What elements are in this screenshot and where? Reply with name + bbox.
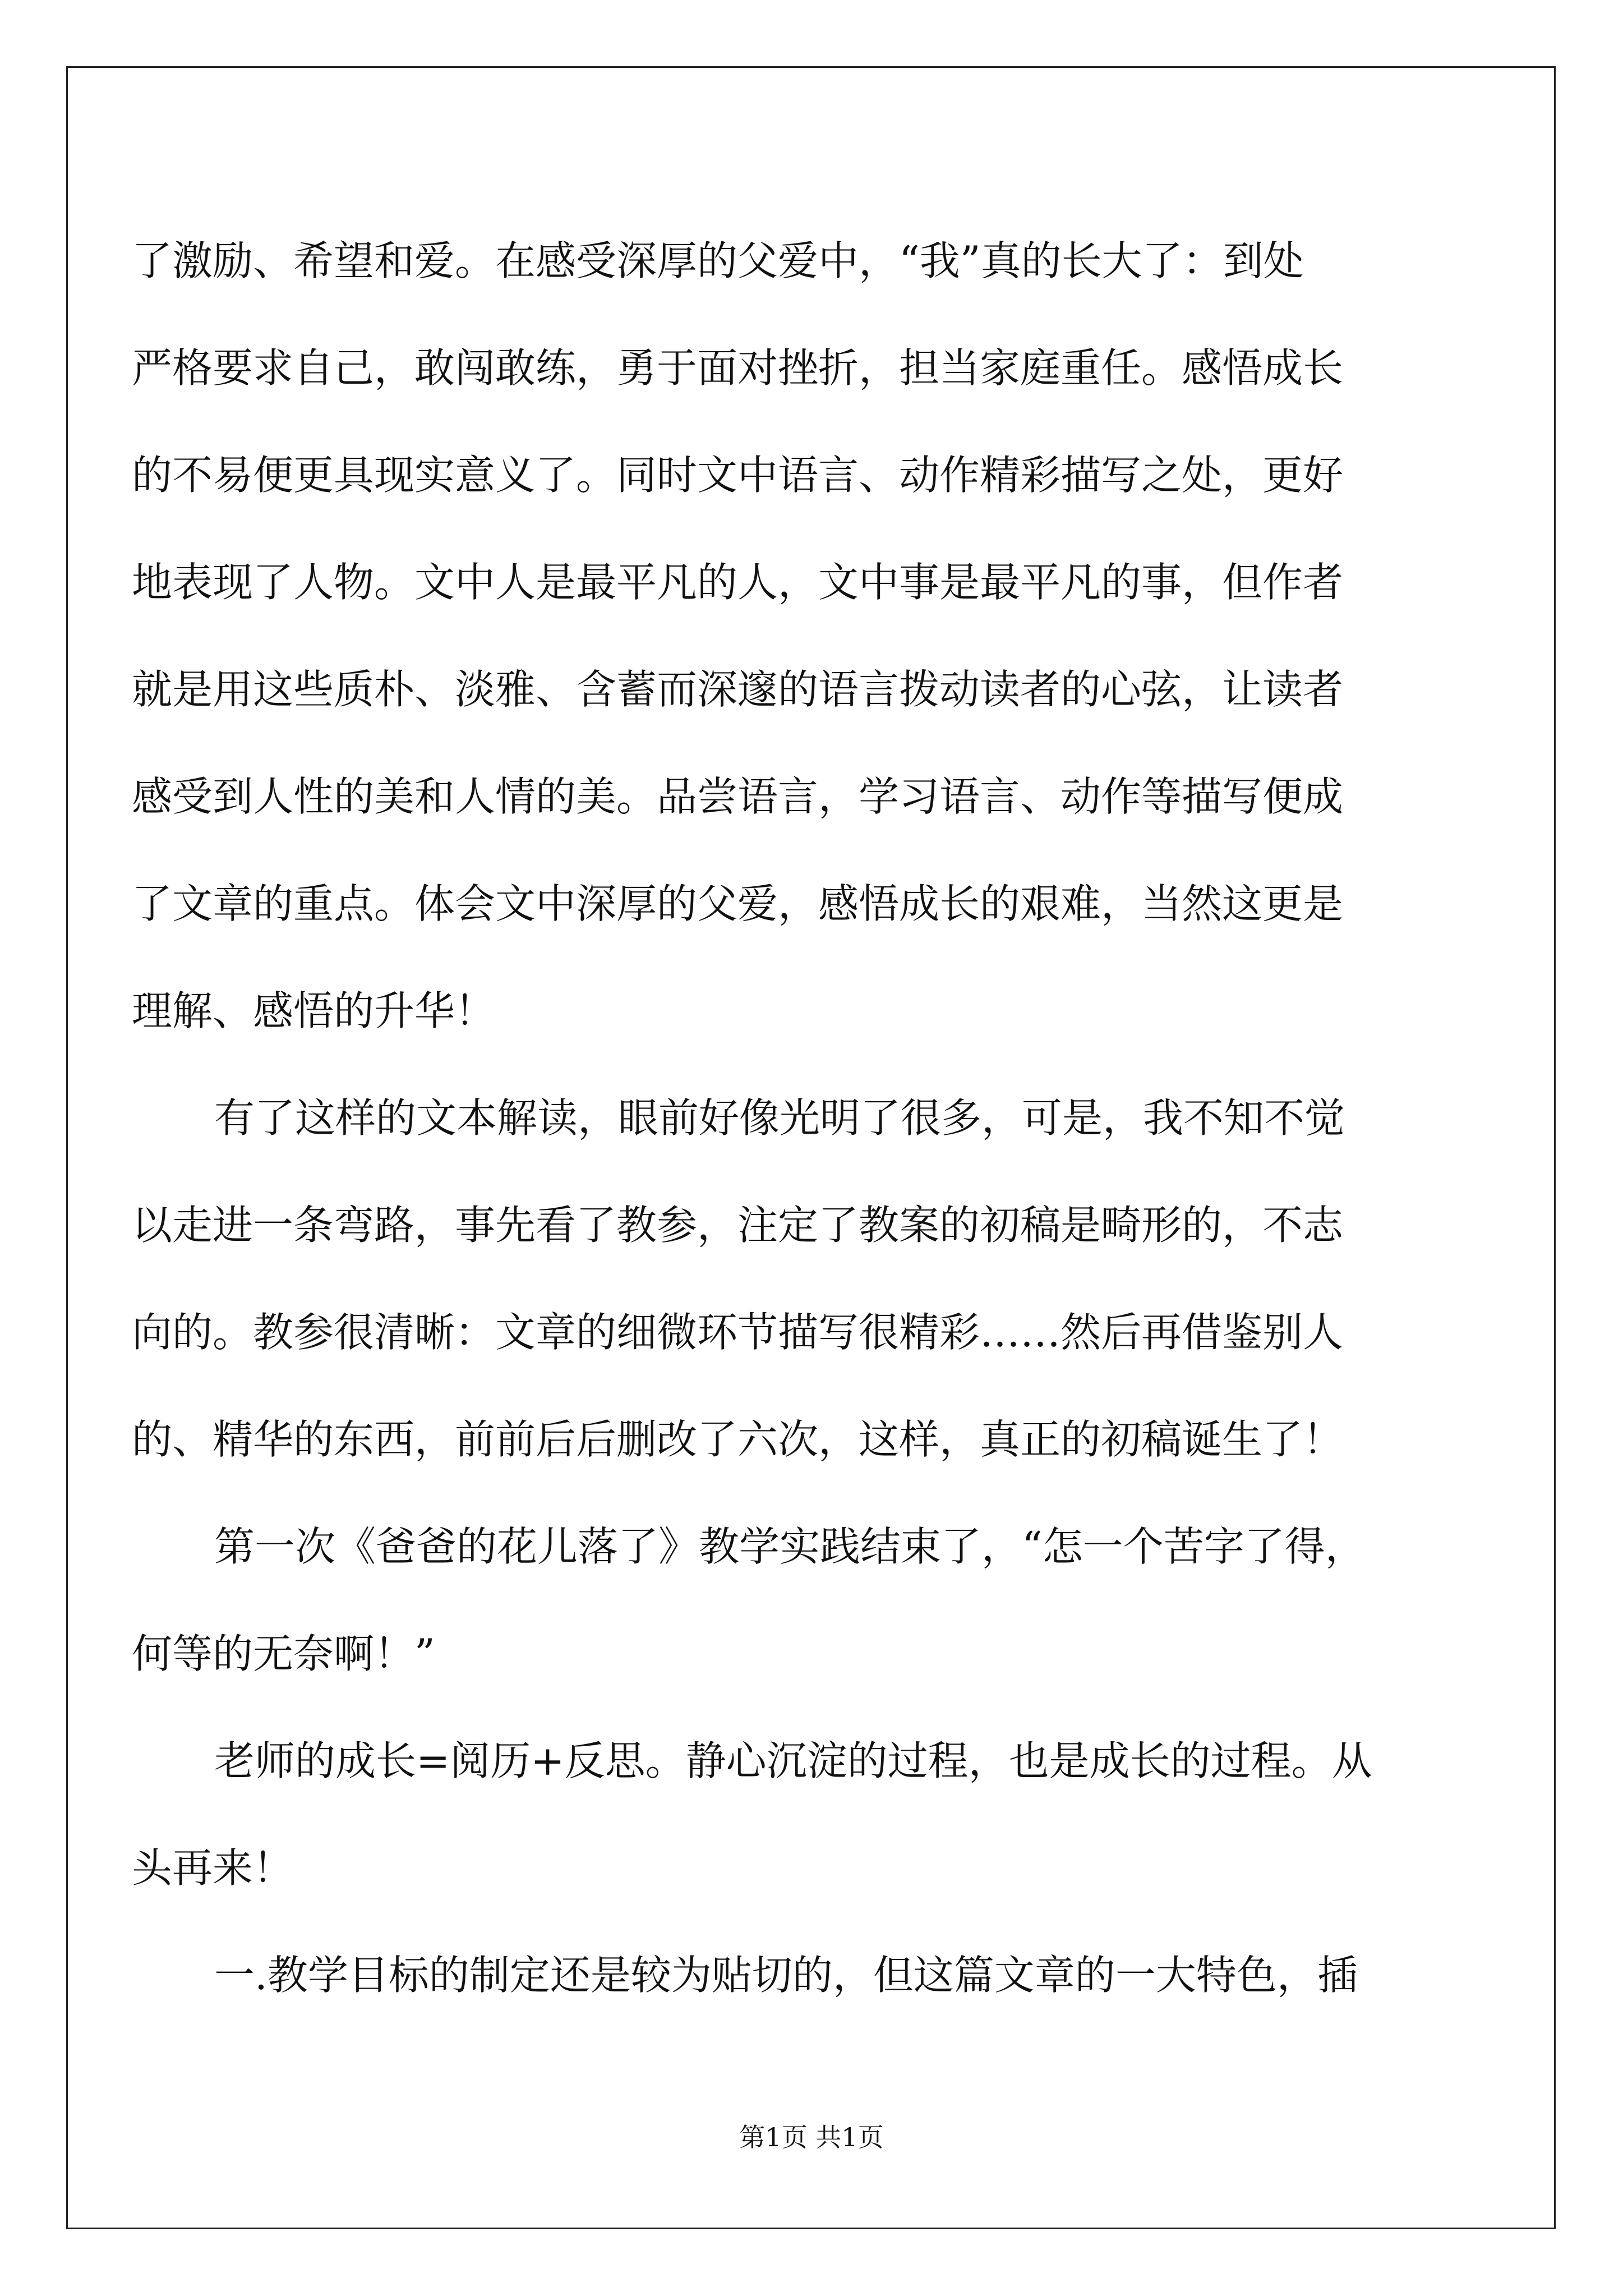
text-line: 了文章的重点。体会文中深厚的父爱，感悟成长的艰难，当然这更是 bbox=[132, 880, 1344, 927]
text-line: 何等的无奈啊！” bbox=[132, 1630, 435, 1677]
text-line: 头再来！ bbox=[132, 1844, 294, 1892]
paragraph-start-line: 一.教学目标的制定还是较为贴切的，但这篇文章的一大特色，插 bbox=[214, 1952, 1358, 1999]
page-footer: 第1页 共1页 bbox=[739, 2122, 884, 2152]
text-line: 了激励、希望和爱。在感受深厚的父爱中，“我”真的长大了：到处 bbox=[132, 237, 1304, 284]
text-line: 的不易便更具现实意义了。同时文中语言、动作精彩描写之处，更好 bbox=[132, 452, 1344, 499]
document-body bbox=[132, 208, 1438, 2029]
text-line: 就是用这些质朴、淡雅、含蓄而深邃的语言拨动读者的心弦，让读者 bbox=[132, 666, 1344, 713]
text-line: 理解、感悟的升华！ bbox=[132, 987, 496, 1034]
text-line: 感受到人性的美和人情的美。品尝语言，学习语言、动作等描写便成 bbox=[132, 773, 1344, 820]
paragraph-start-line: 有了这样的文本解读，眼前好像光明了很多，可是，我不知不觉 bbox=[214, 1094, 1345, 1142]
text-line: 的、精华的东西，前前后后删改了六次，这样，真正的初稿诞生了！ bbox=[132, 1416, 1344, 1463]
text-line: 以走进一条弯路，事先看了教参，注定了教案的初稿是畸形的，不志 bbox=[132, 1202, 1344, 1249]
paragraph-start-line: 第一次《爸爸的花儿落了》教学实践结束了，“怎一个苦字了得， bbox=[214, 1523, 1366, 1570]
paragraph-start-line: 老师的成长=阅历+反思。静心沉淀的过程，也是成长的过程。从 bbox=[214, 1737, 1372, 1784]
text-line: 严格要求自己，敢闯敢练，勇于面对挫折，担当家庭重任。感悟成长 bbox=[132, 344, 1344, 392]
text-line: 向的。教参很清晰：文章的细微环节描写很精彩……然后再借鉴别人 bbox=[132, 1309, 1344, 1356]
text-line: 地表现了人物。文中人是最平凡的人，文中事是最平凡的事，但作者 bbox=[132, 559, 1344, 606]
